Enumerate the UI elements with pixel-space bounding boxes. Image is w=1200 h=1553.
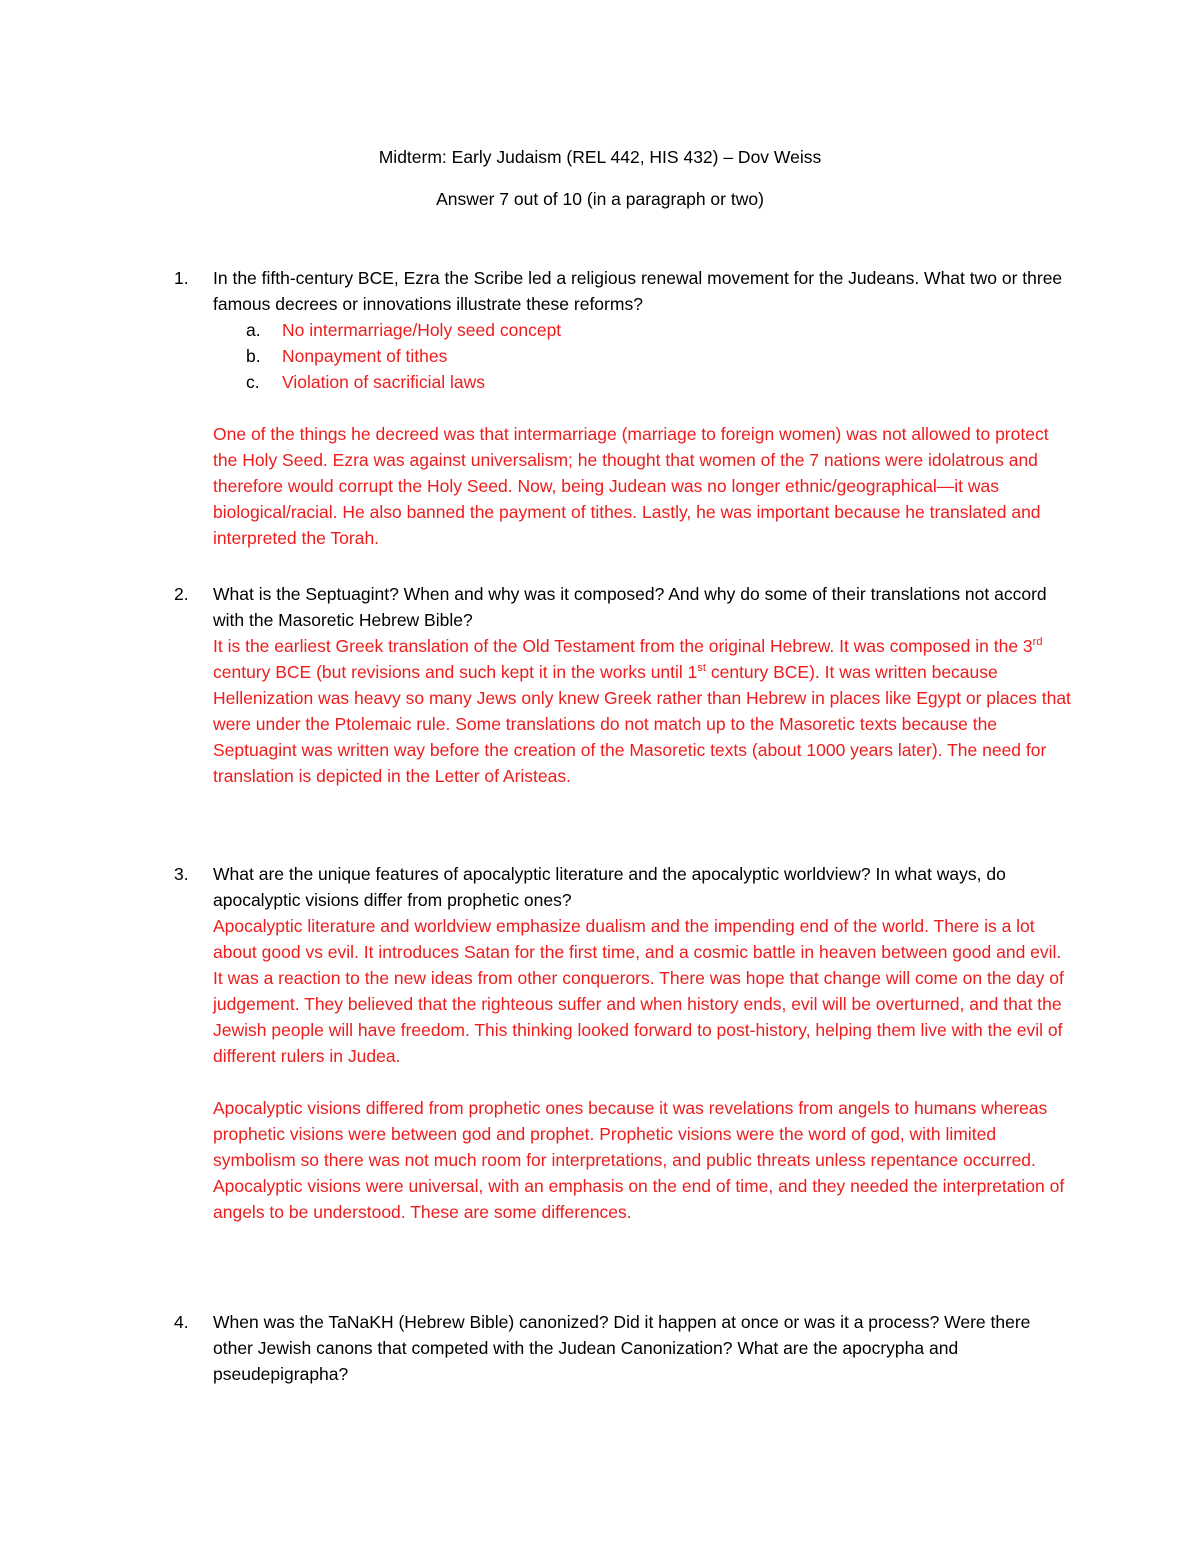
question-text: What is the Septuagint? When and why was it composed? And why do some of their translations not accord with the Masoretic Hebrew Bible?	[213, 584, 1047, 630]
answer-segment: It is the earliest Greek translation of the Old Testament from the original Hebrew. It was composed in the 3	[213, 636, 1033, 656]
question-text: When was the TaNaKH (Hebrew Bible) canonized? Did it happen at once or was it a process? Were there other Jewish canons that competed with the Judean Canonization? What are the apocrypha and pseudepigrapha?	[213, 1312, 1031, 1384]
list-item-text: Nonpayment of tithes	[282, 346, 448, 366]
question-body	[213, 1309, 1073, 1387]
question-text: What are the unique features of apocalyptic literature and the apocalyptic worldview? In what ways, do apocalyptic visions differ from prophetic ones?	[213, 864, 1006, 910]
list-marker: b.	[246, 346, 261, 366]
answer-segment: century BCE (but revisions and such kept it in the works until 1	[213, 662, 698, 682]
question-body	[213, 861, 1073, 1225]
question-number: 1.	[174, 268, 189, 288]
answer-text-2: Apocalyptic visions differed from prophetic ones because it was revelations from angels to humans whereas prophetic visions were between god and prophet. Prophetic visions were the word of god, with limited symbolism so there was not much room for interpretations, and public threats unless repentance occurred. Apocalyptic visions were universal, with an emphasis on the end of time, and they needed the interpretation of angels to be understood. These are some differences.	[213, 1098, 1065, 1222]
superscript: st	[697, 662, 706, 675]
list-item	[213, 317, 1073, 343]
question-number: 3.	[174, 864, 189, 884]
list-marker: c.	[246, 372, 260, 392]
list-marker: a.	[246, 320, 261, 340]
list-item-text: Violation of sacrificial laws	[282, 372, 485, 392]
instructions: Answer 7 out of 10 (in a paragraph or two)	[436, 189, 764, 209]
answer-segment: century BCE). It was written because Hellenization was heavy so many Jews only knew Greek rather than Hebrew in places like Egypt or places that were under the Ptolemaic rule. Some translations do not match up to the Masoretic texts because the Septuagint was written way before the creation of the Masoretic texts (about 1000 years later). The need for translation is depicted in the Letter of Aristeas.	[213, 662, 1071, 786]
sub-list	[213, 317, 1073, 395]
question-text: In the fifth-century BCE, Ezra the Scribe led a religious renewal movement for the Judeans. What two or three famous decrees or innovations illustrate these reforms?	[213, 268, 1063, 314]
question-number: 2.	[174, 584, 189, 604]
answer-text	[213, 633, 1073, 789]
question-number: 4.	[174, 1312, 189, 1332]
list-item-text: No intermarriage/Holy seed concept	[282, 320, 562, 340]
list-item	[213, 343, 1073, 369]
list-item	[213, 369, 1073, 395]
answer-text: One of the things he decreed was that intermarriage (marriage to foreign women) was not allowed to protect the Holy Seed. Ezra was against universalism; he thought that women of the 7 nations were idolatrous and therefore would corrupt the Holy Seed. Now, being Judean was no longer ethnic/geographical—it was biological/racial. He also banned the payment of tithes. Lastly, he was important because he translated and interpreted the Torah.	[213, 424, 1049, 548]
page-title: Midterm: Early Judaism (REL 442, HIS 432) – Dov Weiss	[378, 147, 822, 167]
superscript: rd	[1032, 636, 1043, 649]
question-body	[213, 581, 1073, 789]
answer-text: Apocalyptic literature and worldview emphasize dualism and the impending end of the world. There is a lot about good vs evil. It introduces Satan for the first time, and a cosmic battle in heaven between good and evil. It was a reaction to the new ideas from other conquerors. There was hope that change will come on the day of judgement. They believed that the righteous suffer and when history ends, evil will be overturned, and that the Jewish people will have freedom. This thinking looked forward to post-history, helping them live with the evil of different rulers in Judea.	[213, 916, 1064, 1066]
question-body	[213, 265, 1073, 551]
